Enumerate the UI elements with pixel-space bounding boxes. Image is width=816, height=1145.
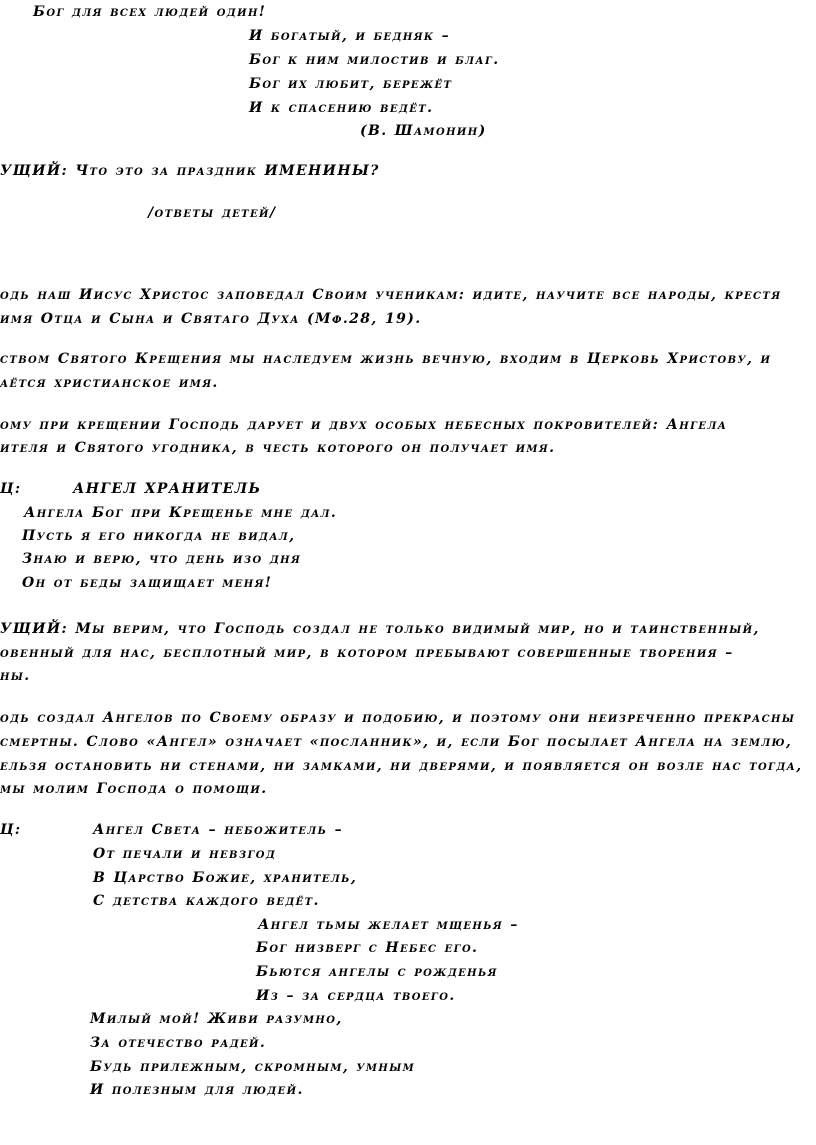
poem-line: Ангел тьмы желает мщенья – [258, 917, 519, 933]
paragraph-line: имя Отца и Сына и Святаго Духа (Мф.28, 19). [0, 311, 422, 327]
poem-line: Ангела Бог при Крещенье мне дал. [24, 505, 338, 521]
poem-author: (В. Шамонин) [360, 123, 487, 139]
poem-line: Бог к ним милостив и благ. [249, 52, 500, 68]
paragraph-line: ством Святого Крещения мы наследуем жизнь вечную, входим в Церковь Христову, и [0, 351, 772, 367]
poem-line: Бог низверг с Небес его. [256, 940, 479, 956]
paragraph-line: одь наш Иисус Христос заповедал Своим ученикам: идите, научите все народы, крестя [0, 287, 782, 303]
paragraph-line: ны. [0, 668, 31, 684]
paragraph-line: смертны. Слово «Ангел» означает «посланник», и, если Бог посылает Ангела на землю, [0, 734, 793, 750]
poem-line: Будь прилежным, скромным, умным [90, 1059, 416, 1075]
paragraph-line: одь создал Ангелов по Своему образу и подобию, и поэтому они неизреченно прекрасны [0, 710, 796, 726]
poem-line: Пусть я его никогда не видал, [22, 528, 296, 544]
poem-line: С детства каждого ведёт. [93, 893, 320, 909]
poem-line: И полезным для людей. [90, 1082, 304, 1098]
poem-line: Бог для всех людей один! [33, 4, 267, 20]
poem-line: Из – за сердца твоего. [256, 988, 456, 1004]
poem-line: В Царство Божие, хранитель, [93, 870, 358, 886]
paragraph-line: ельзя остановить ни стенами, ни замками, ни дверями, и появляется он возле нас тогда, [0, 758, 803, 774]
presenter-line: УЩИЙ: Что это за праздник ИМЕНИНЫ? [0, 163, 380, 179]
presenter-line: УЩИЙ: Мы верим, что Господь создал не только видимый мир, но и таинственный, [0, 621, 760, 637]
poem-title: АНГЕЛ ХРАНИТЕЛЬ [73, 481, 262, 497]
poem-line: Бог их любит, бережёт [249, 76, 453, 92]
poem-line: Он от беды защищает меня! [22, 575, 273, 591]
paragraph-line: ому при крещении Господь дарует и двух особых небесных покровителей: Ангела [0, 417, 728, 433]
paragraph-line: мы молим Господа о помощи. [0, 781, 268, 797]
poem-line: Бьются ангелы с рожденья [256, 964, 498, 980]
speaker-label: Ц: [0, 481, 22, 497]
poem-line: И к спасению ведёт. [249, 100, 434, 116]
poem-line: И богатый, и бедняк – [249, 28, 451, 44]
poem-line: За отечество радей. [90, 1035, 267, 1051]
poem-line: Милый мой! Живи разумно, [90, 1011, 343, 1027]
poem-line: От печали и невзгод [93, 846, 277, 862]
paragraph-line: ителя и Святого угодника, в честь которого он получает имя. [0, 440, 556, 456]
speaker-label: Ц: [0, 822, 22, 838]
paragraph-line: овенный для нас, бесплотный мир, в котором пребывают совершенные творения – [0, 645, 734, 661]
poem-line: Ангел Света – небожитель – [93, 822, 343, 838]
stage-direction: /ответы детей/ [148, 205, 277, 221]
paragraph-line: аётся христианское имя. [0, 375, 219, 391]
poem-line: Знаю и верю, что день изо дня [22, 551, 302, 567]
